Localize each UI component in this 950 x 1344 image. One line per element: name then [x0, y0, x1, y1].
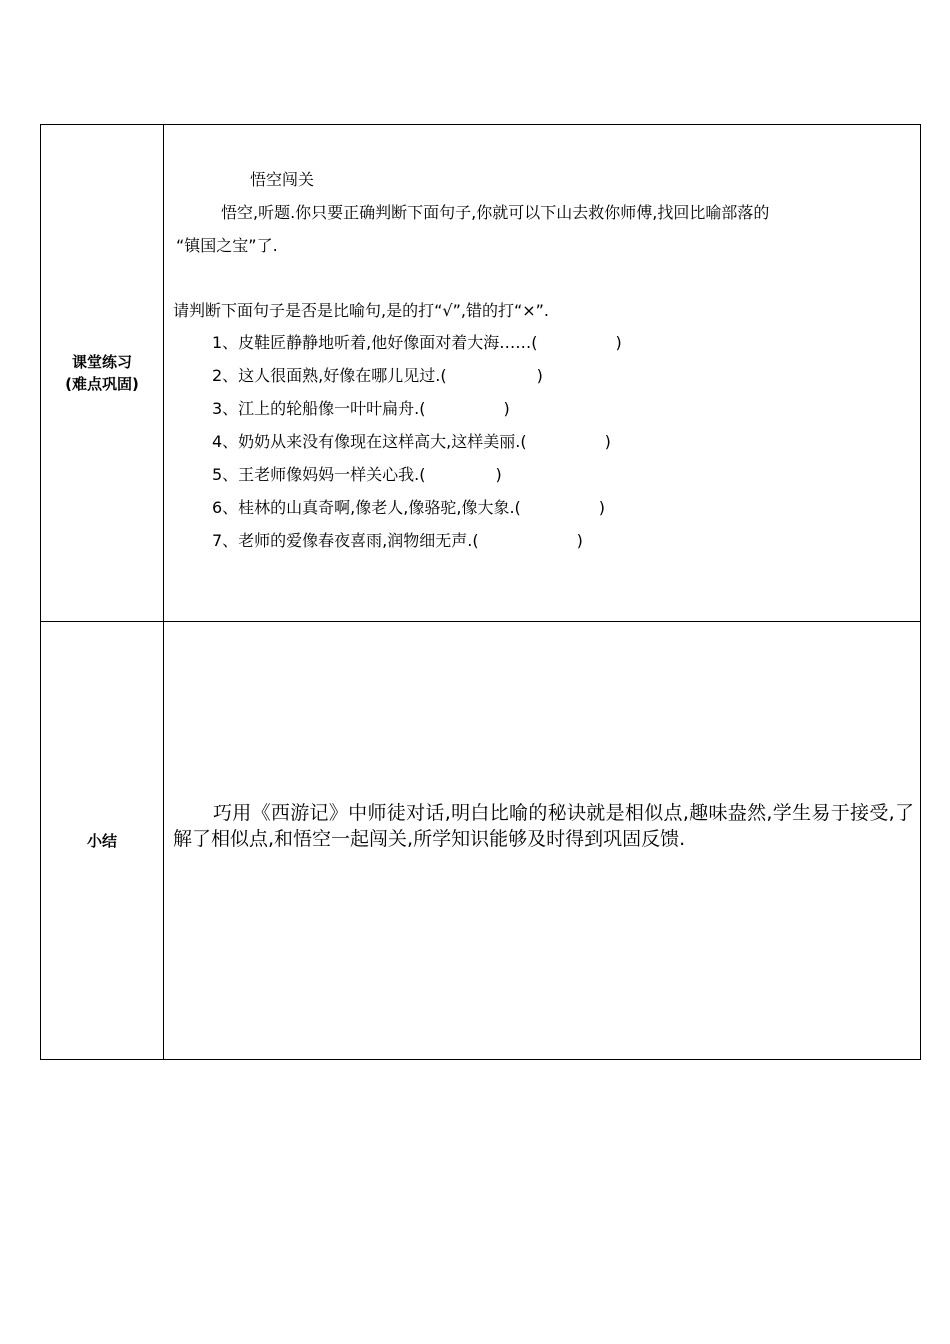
list-item: [212, 432, 611, 452]
lesson-table: [40, 124, 921, 1060]
instruction-text: 请判断下面句子是否是比喻句,是的打“√”,错的打“×”.: [173, 301, 550, 320]
summary-text: 巧用《西游记》中师徒对话,明白比喻的秘诀就是相似点,趣味盎然,学生易于接受,了解了相似点,和悟空一起闯关,所学知识能够及时得到巩固反馈.: [173, 802, 914, 850]
summary-row: [41, 622, 920, 1059]
item-close: ): [615, 333, 622, 352]
list-item: [212, 366, 543, 386]
item-close: ): [576, 531, 583, 550]
item-text: 7、老师的爱像春夜喜雨,润物细无声.(: [212, 531, 479, 550]
item-text: 4、奶奶从来没有像现在这样高大,这样美丽.(: [212, 432, 527, 451]
item-close: ): [604, 432, 611, 451]
exercise-sublabel: (难点巩固): [65, 375, 139, 393]
exercise-row: [41, 125, 920, 622]
exercise-label: 课堂练习: [71, 353, 132, 371]
item-text: 5、王老师像妈妈一样关心我.(: [212, 465, 426, 484]
item-text: 3、江上的轮船像一叶叶扁舟.(: [212, 399, 426, 418]
list-item: [212, 465, 502, 485]
summary-content-cell: [164, 622, 920, 1059]
list-item: [212, 498, 605, 518]
intro-line-1: 悟空,听题.你只要正确判断下面句子,你就可以下山去救你师傅,找回比喻部落的: [221, 203, 770, 222]
item-close: ): [495, 465, 502, 484]
list-item: [212, 333, 622, 353]
item-text: 6、桂林的山真奇啊,像老人,像骆驼,像大象.(: [212, 498, 521, 517]
item-close: ): [536, 366, 543, 385]
item-close: ): [503, 399, 510, 418]
exercise-label-cell: [41, 125, 164, 621]
item-text: 2、这人很面熟,好像在哪儿见过.(: [212, 366, 447, 385]
summary-label-cell: [41, 622, 164, 1059]
summary-label: 小结: [86, 831, 117, 850]
item-close: ): [598, 498, 606, 517]
intro-line-2: “镇国之宝”了.: [176, 236, 278, 255]
item-text: 1、皮鞋匠静静地听着,他好像面对着大海……(: [212, 333, 538, 352]
exercise-content-cell: [164, 125, 920, 621]
list-item: [212, 531, 583, 551]
exercise-heading: 悟空闯关: [250, 170, 315, 189]
list-item: [212, 399, 510, 419]
